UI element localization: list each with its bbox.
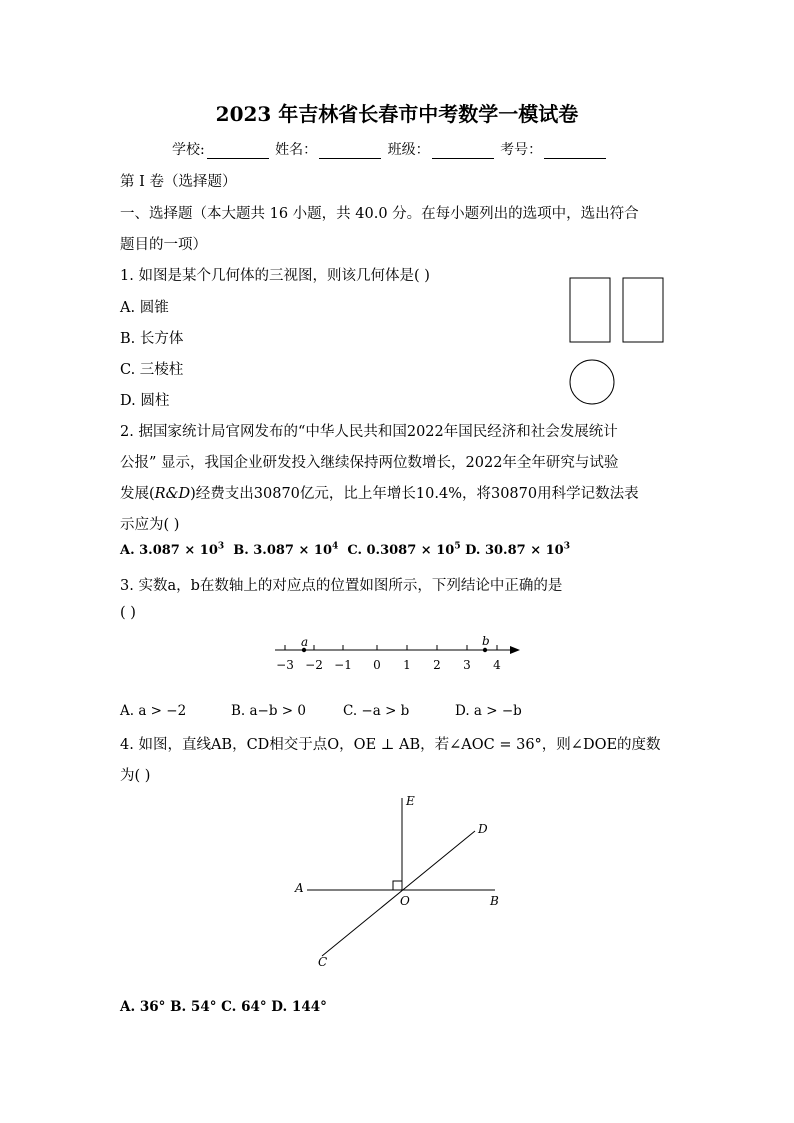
label-d: D	[478, 822, 488, 836]
q3-option-b: B. a−b > 0	[231, 703, 306, 719]
q2-rd: R&D	[154, 486, 191, 502]
tick-label: 0	[373, 658, 381, 672]
exam-no-label: 考号：	[500, 142, 543, 158]
section-heading-line1: 一、选择题（本大题共 16 小题，共 40.0 分。在每小题列出的选项中，选出符合	[120, 206, 639, 222]
q2-line4: 示应为( )	[120, 517, 180, 533]
q1-stem: 1. 如图是某个几何体的三视图，则该几何体是( )	[120, 268, 430, 284]
exam-no-blank[interactable]	[544, 144, 606, 159]
school-blank[interactable]	[207, 144, 269, 159]
q1-option-c: C. 三棱柱	[120, 362, 184, 378]
volume-heading: 第 I 卷（选择题）	[120, 174, 237, 190]
q2-line3-post: )经费支出30870亿元，比上年增长10.4%，将30870用科学记数法表	[190, 486, 639, 502]
q3-option-a: A. a > −2	[120, 703, 187, 719]
q2-option-a: A. $3.087 \times 10^3$	[120, 542, 225, 559]
q3-option-c: C. −a > b	[343, 703, 410, 719]
q2-line3-pre: 发展(	[120, 486, 155, 502]
name-blank[interactable]	[319, 144, 381, 159]
section-heading-line2: 题目的一项）	[120, 237, 207, 253]
q2-option-c: C. $0.3087 \times 10^5$	[347, 542, 461, 559]
q2-options	[120, 542, 570, 558]
tick-label: 3	[463, 658, 471, 672]
q1-option-b: B. 长方体	[120, 331, 184, 347]
class-label: 班级：	[387, 142, 430, 158]
page-title: 2023 年吉林省长春市中考数学一模试卷	[215, 102, 579, 126]
q2-line2: 公报” 显示，我国企业研发投入继续保持两位数增长，2022年全年研究与试验	[120, 455, 619, 471]
label-a: A	[295, 881, 304, 895]
q1-option-d: D. 圆柱	[120, 393, 170, 409]
line-cd	[322, 831, 475, 956]
class-blank[interactable]	[432, 144, 494, 159]
q4-line2: 为( )	[120, 768, 151, 784]
q3-line1: 3. 实数a，b在数轴上的对应点的位置如图所示，下列结论中正确的是	[120, 578, 563, 594]
point-b-dot	[483, 648, 487, 652]
q3-line2: ( )	[120, 605, 136, 621]
tick-label: −3	[276, 658, 294, 672]
tick-label: −2	[305, 658, 323, 672]
label-o: O	[400, 894, 410, 908]
front-view-rect	[570, 278, 610, 342]
three-view-figure	[560, 272, 680, 412]
student-info-line	[172, 139, 608, 159]
intersecting-lines-figure	[285, 788, 515, 973]
number-line-figure	[265, 632, 530, 677]
number-line-arrow	[510, 646, 520, 654]
side-view-rect	[623, 278, 663, 342]
label-b: B	[490, 894, 499, 908]
point-b-label: b	[482, 634, 490, 648]
q1-option-a: A. 圆锥	[120, 300, 169, 316]
q2-option-d: D. $30.87 \times 10^3$	[465, 542, 570, 559]
label-e: E	[406, 794, 415, 808]
tick-label: 1	[403, 658, 411, 672]
top-view-circle	[570, 360, 614, 404]
name-label: 姓名：	[275, 142, 318, 158]
q2-line1: 2. 据国家统计局官网发布的“中华人民共和国2022年国民经济和社会发展统计	[120, 424, 618, 440]
q2-line3	[120, 482, 639, 503]
q2-option-b: B. $3.087 \times 10^4$	[233, 542, 339, 559]
q4-line1: 4. 如图，直线AB，CD相交于点O，OE ⊥ AB，若∠AOC = 36°，则∠DOE的度数	[120, 737, 661, 753]
tick-label: −1	[334, 658, 352, 672]
tick-label: 4	[493, 658, 501, 672]
right-angle-mark	[393, 881, 402, 890]
q4-options: A. 36° B. 54° C. 64° D. 144°	[120, 999, 327, 1015]
q3-option-d: D. a > −b	[455, 703, 522, 719]
tick-label: 2	[433, 658, 441, 672]
school-label: 学校:	[172, 142, 205, 158]
point-a-label: a	[301, 635, 309, 649]
label-c: C	[318, 955, 328, 969]
